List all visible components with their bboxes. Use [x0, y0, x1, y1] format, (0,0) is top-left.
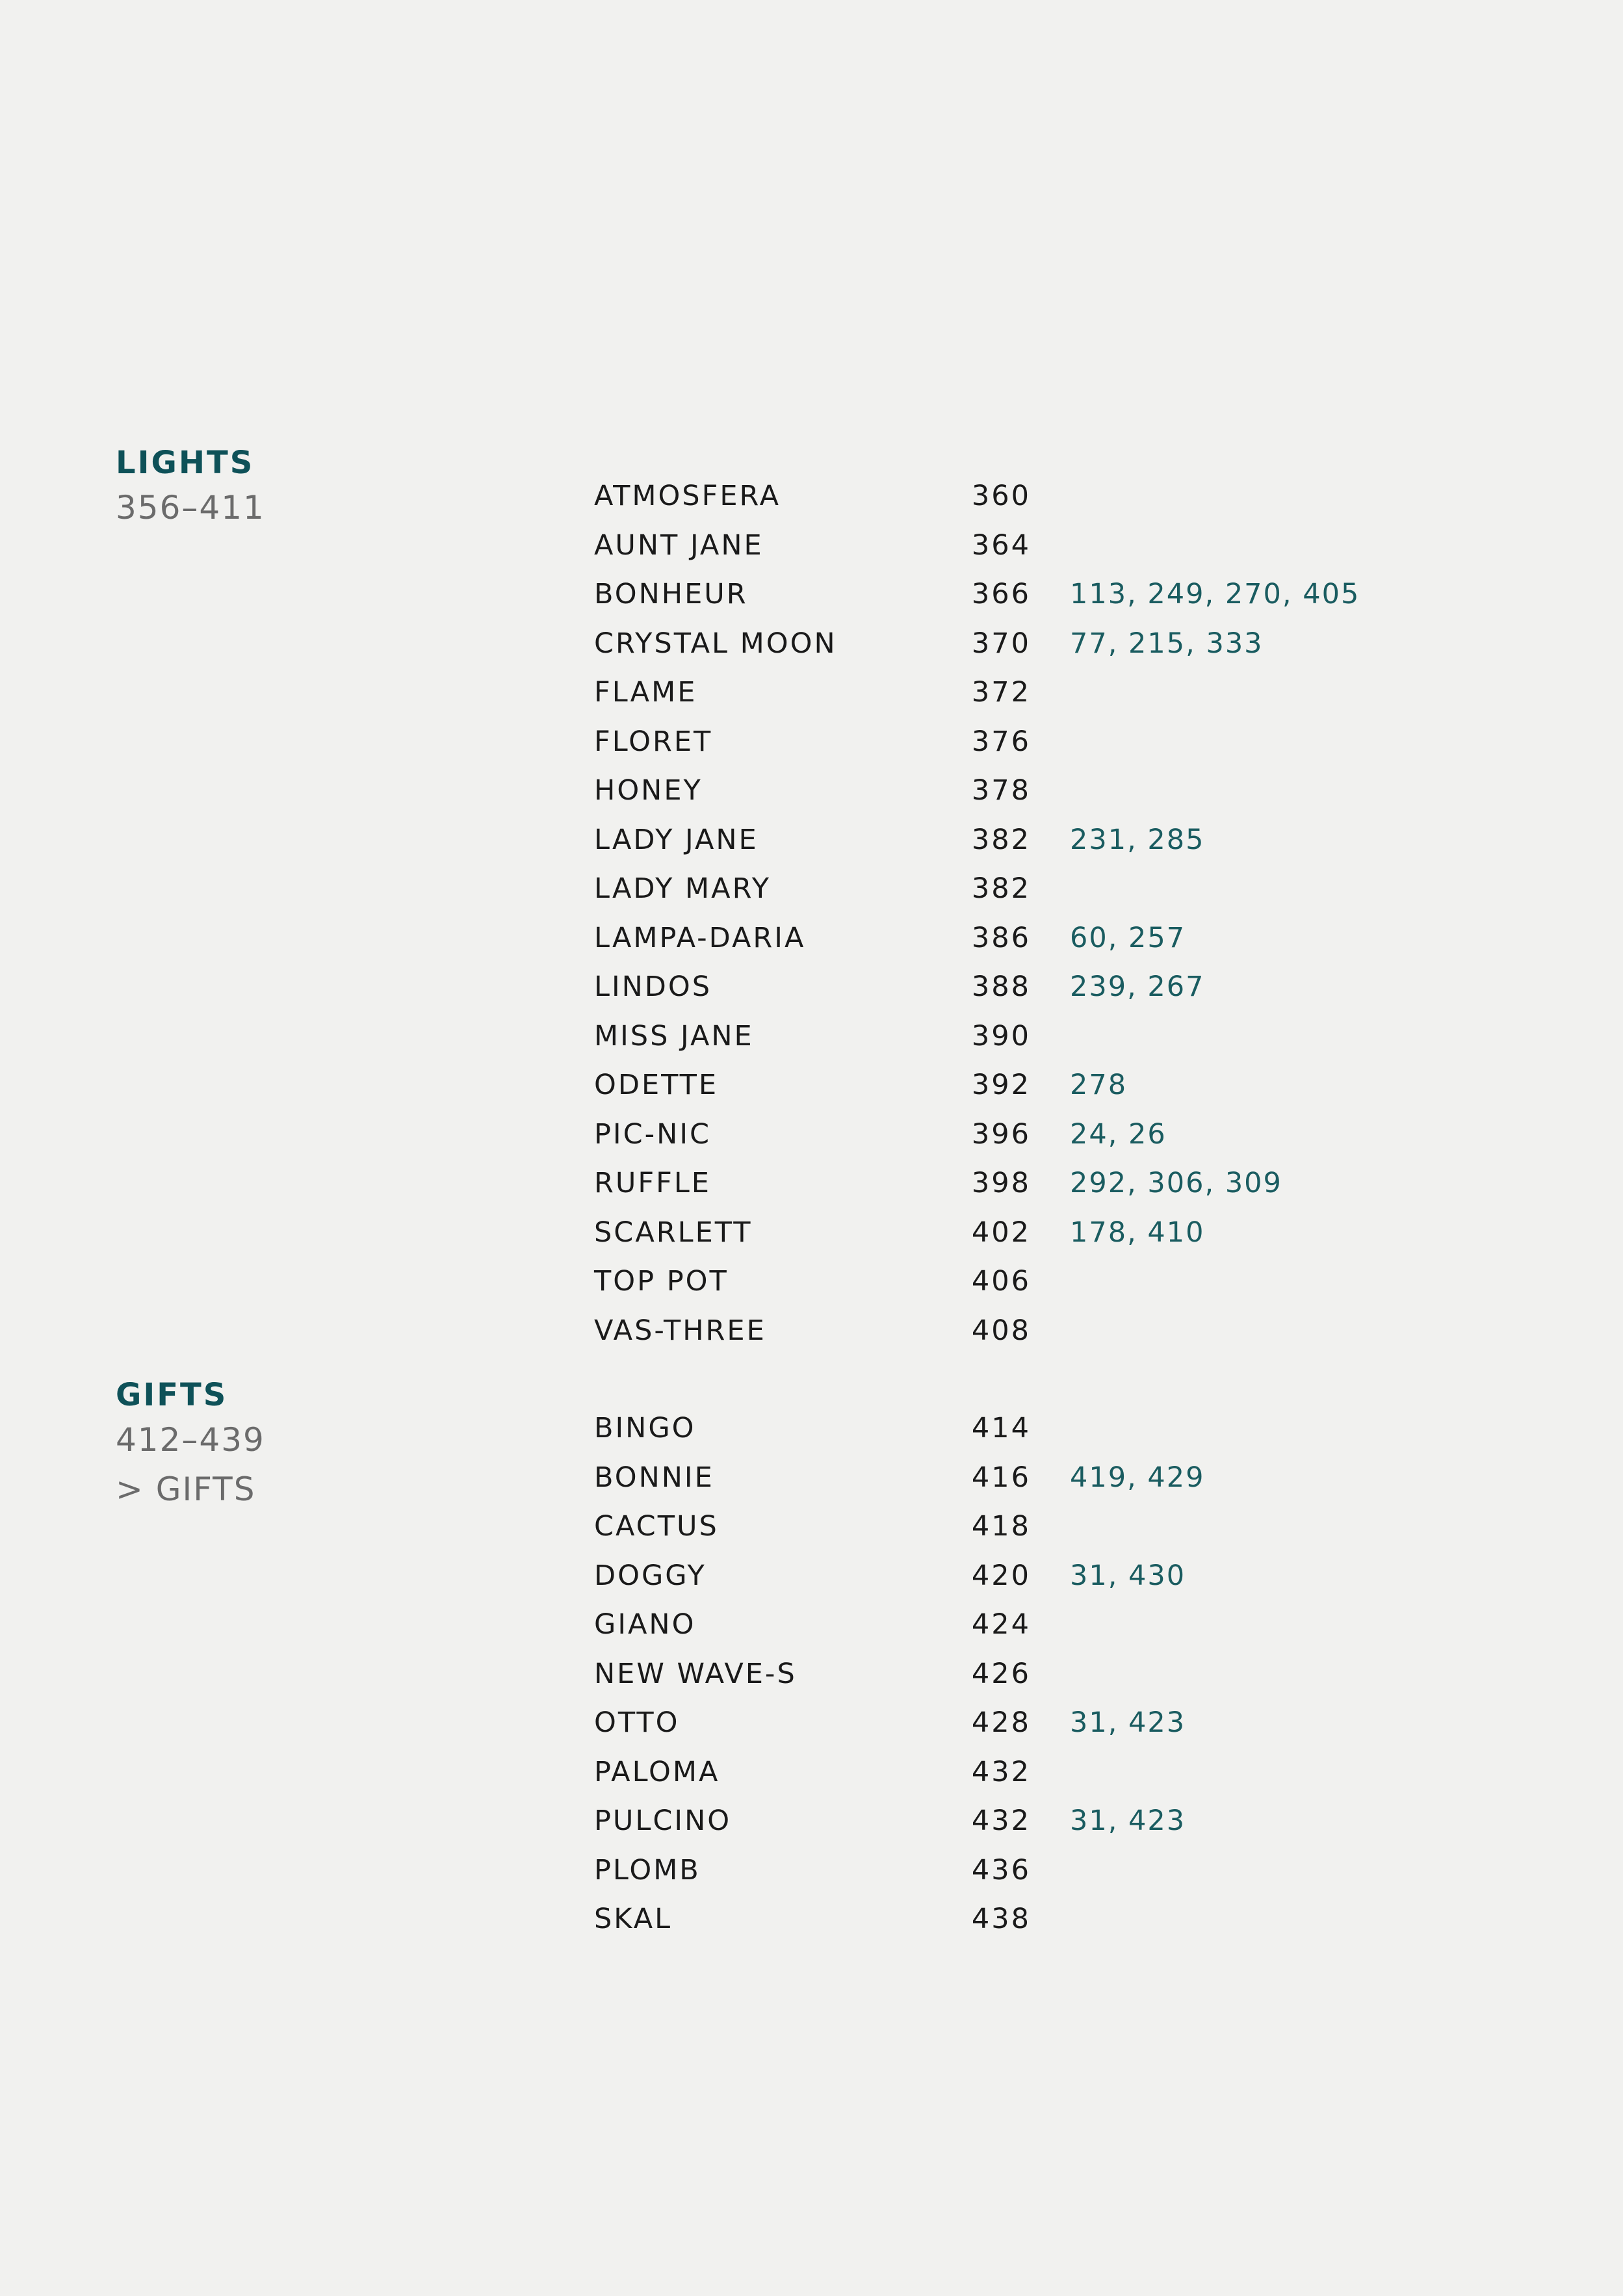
- page-number[interactable]: 416: [971, 1461, 1031, 1494]
- product-name: MISS JANE: [594, 1019, 754, 1052]
- product-name: PLOMB: [594, 1853, 701, 1886]
- product-name: BONNIE: [594, 1461, 714, 1494]
- product-name: LADY MARY: [594, 872, 771, 905]
- page-number[interactable]: 372: [971, 676, 1031, 709]
- related-pages[interactable]: 239, 267: [1070, 971, 1205, 1003]
- related-pages[interactable]: 231, 285: [1070, 823, 1205, 856]
- product-name: SCARLETT: [594, 1216, 753, 1249]
- index-row: [0, 1208, 1623, 1258]
- page-number[interactable]: 376: [971, 725, 1031, 758]
- index-list: [0, 472, 1623, 1355]
- page-number[interactable]: 414: [971, 1412, 1031, 1444]
- related-pages[interactable]: 31, 430: [1070, 1559, 1186, 1592]
- index-row: [0, 1110, 1623, 1160]
- product-name: LINDOS: [594, 971, 712, 1003]
- product-name: BONHEUR: [594, 578, 748, 610]
- product-name: SKAL: [594, 1903, 673, 1935]
- page-number[interactable]: 366: [971, 578, 1031, 610]
- related-pages[interactable]: 419, 429: [1070, 1461, 1205, 1494]
- index-row: [0, 1257, 1623, 1307]
- related-pages[interactable]: 178, 410: [1070, 1216, 1205, 1249]
- index-row: [0, 1307, 1623, 1356]
- index-row: [0, 816, 1623, 865]
- section-title: GIFTS: [116, 1377, 228, 1413]
- index-row: [0, 1748, 1623, 1797]
- product-name: ATMOSFERA: [594, 480, 781, 512]
- index-row: [0, 1797, 1623, 1846]
- page-number[interactable]: 420: [971, 1559, 1031, 1592]
- product-name: BINGO: [594, 1412, 696, 1444]
- product-name: ODETTE: [594, 1069, 719, 1101]
- page-number[interactable]: 382: [971, 872, 1031, 905]
- page-number[interactable]: 370: [971, 627, 1031, 660]
- product-name: TOP POT: [594, 1265, 729, 1298]
- product-name: LAMPA-DARIA: [594, 921, 806, 954]
- related-pages[interactable]: 113, 249, 270, 405: [1070, 578, 1360, 610]
- page-number[interactable]: 364: [971, 528, 1031, 562]
- product-name: FLAME: [594, 676, 697, 709]
- index-list: [0, 1404, 1623, 1944]
- product-name: CACTUS: [594, 1510, 719, 1543]
- index-row: [0, 1061, 1623, 1110]
- index-row: [0, 1699, 1623, 1748]
- page-number[interactable]: 386: [971, 921, 1031, 954]
- index-row: [0, 1454, 1623, 1503]
- index-row: [0, 1159, 1623, 1208]
- index-row: [0, 1650, 1623, 1699]
- product-name: CRYSTAL MOON: [594, 627, 837, 660]
- page-number[interactable]: 408: [971, 1314, 1031, 1347]
- product-name: PULCINO: [594, 1805, 732, 1837]
- product-name: PIC-NIC: [594, 1117, 712, 1151]
- related-pages[interactable]: 24, 26: [1070, 1117, 1167, 1151]
- index-row: [0, 914, 1623, 963]
- section-title: LIGHTS: [116, 445, 255, 481]
- page-number[interactable]: 436: [971, 1853, 1031, 1886]
- index-row: [0, 718, 1623, 767]
- page-number[interactable]: 432: [971, 1755, 1031, 1788]
- page-number[interactable]: 406: [971, 1265, 1031, 1298]
- page-number[interactable]: 378: [971, 774, 1031, 807]
- related-pages[interactable]: 77, 215, 333: [1070, 627, 1264, 660]
- section-page-range: 412–439: [116, 1421, 265, 1459]
- page-number[interactable]: 432: [971, 1805, 1031, 1837]
- index-row: [0, 620, 1623, 669]
- related-pages[interactable]: 31, 423: [1070, 1805, 1186, 1837]
- product-name: AUNT JANE: [594, 528, 764, 562]
- related-pages[interactable]: 292, 306, 309: [1070, 1167, 1282, 1199]
- related-pages[interactable]: 31, 423: [1070, 1706, 1186, 1739]
- index-row: [0, 1404, 1623, 1454]
- page-number[interactable]: 424: [971, 1608, 1031, 1641]
- index-row: [0, 570, 1623, 620]
- section-link-gifts[interactable]: > GIFTS: [116, 1470, 256, 1508]
- page-number[interactable]: 382: [971, 823, 1031, 856]
- page-number[interactable]: 402: [971, 1216, 1031, 1249]
- product-name: HONEY: [594, 774, 703, 807]
- page-number[interactable]: 392: [971, 1069, 1031, 1101]
- product-name: NEW WAVE-S: [594, 1657, 797, 1690]
- product-name: VAS-THREE: [594, 1314, 766, 1347]
- index-row: [0, 1600, 1623, 1650]
- index-row: [0, 521, 1623, 571]
- index-row: [0, 1502, 1623, 1552]
- page-number[interactable]: 428: [971, 1706, 1031, 1739]
- product-name: PALOMA: [594, 1755, 720, 1788]
- page-number[interactable]: 398: [971, 1167, 1031, 1199]
- index-row: [0, 1552, 1623, 1601]
- index-row: [0, 1846, 1623, 1896]
- page-number[interactable]: 360: [971, 480, 1031, 512]
- index-row: [0, 766, 1623, 816]
- index-row: [0, 472, 1623, 521]
- product-name: DOGGY: [594, 1559, 707, 1592]
- index-row: [0, 1895, 1623, 1944]
- index-row: [0, 668, 1623, 718]
- product-name: FLORET: [594, 725, 713, 758]
- page-number[interactable]: 438: [971, 1903, 1031, 1935]
- page-number[interactable]: 388: [971, 971, 1031, 1003]
- page-number[interactable]: 426: [971, 1657, 1031, 1690]
- product-name: LADY JANE: [594, 823, 759, 856]
- section-page-range: 356–411: [116, 489, 265, 527]
- index-row: [0, 865, 1623, 914]
- page-number[interactable]: 418: [971, 1510, 1031, 1543]
- related-pages[interactable]: 278: [1070, 1069, 1128, 1101]
- product-name: GIANO: [594, 1608, 696, 1641]
- related-pages[interactable]: 60, 257: [1070, 921, 1186, 954]
- index-row: [0, 963, 1623, 1012]
- product-name: RUFFLE: [594, 1167, 711, 1199]
- index-row: [0, 1012, 1623, 1062]
- page-number[interactable]: 396: [971, 1117, 1031, 1151]
- page-number[interactable]: 390: [971, 1019, 1031, 1052]
- product-name: OTTO: [594, 1706, 680, 1739]
